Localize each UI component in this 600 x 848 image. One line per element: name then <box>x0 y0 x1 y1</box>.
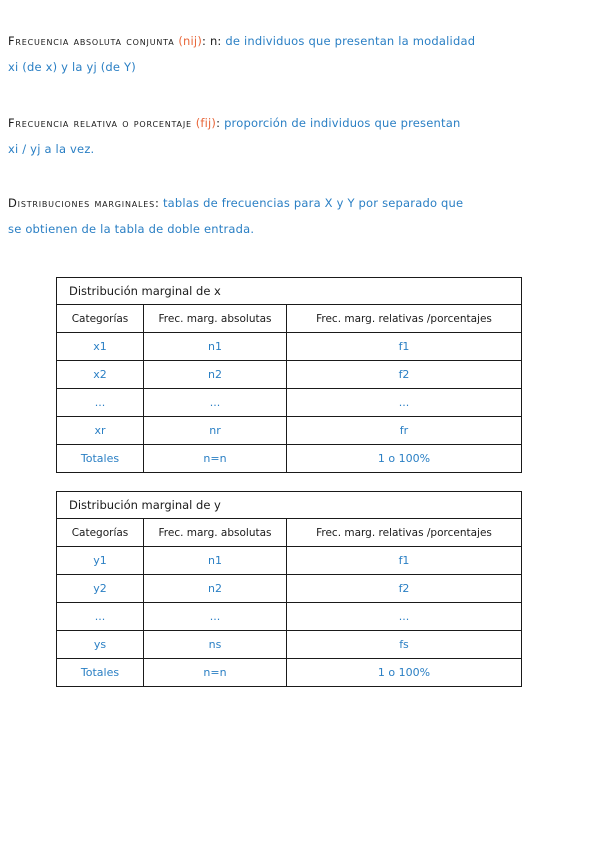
header-relativas: Frec. marg. relativas /porcentajes <box>287 305 522 333</box>
table-marginal-y <box>56 491 522 687</box>
cell-abs: n2 <box>144 575 287 603</box>
cell-abs: n=n <box>144 659 287 687</box>
cell-rel: ... <box>287 389 522 417</box>
note-distribuciones-marginales <box>8 190 596 242</box>
cell-rel: f1 <box>287 333 522 361</box>
header-categorias: Categorías <box>57 519 144 547</box>
cell-abs: n1 <box>144 333 287 361</box>
table-title: Distribución marginal de y <box>57 492 522 519</box>
cell-rel: fs <box>287 631 522 659</box>
note-text: : <box>216 116 221 130</box>
definition-line2: se obtienen de la tabla de doble entrada. <box>8 222 255 236</box>
term-frecuencia-relativa: Frecuencia relativa o porcentaje <box>8 116 192 130</box>
table-row-totals <box>57 445 522 473</box>
cell-category: xr <box>57 417 144 445</box>
term-distribuciones-marginales: Distribuciones marginales <box>8 196 155 210</box>
table-row <box>57 575 522 603</box>
cell-category: x1 <box>57 333 144 361</box>
cell-abs: ... <box>144 389 287 417</box>
table-row <box>57 333 522 361</box>
note-frecuencia-absoluta <box>8 28 596 80</box>
cell-category: ... <box>57 389 144 417</box>
table-row <box>57 389 522 417</box>
cell-rel: 1 o 100% <box>287 659 522 687</box>
cell-category: y1 <box>57 547 144 575</box>
table-row <box>57 631 522 659</box>
cell-abs: ns <box>144 631 287 659</box>
cell-abs: n=n <box>144 445 287 473</box>
header-categorias: Categorías <box>57 305 144 333</box>
term-frecuencia-absoluta: Frecuencia absoluta conjunta <box>8 34 175 48</box>
cell-rel: f1 <box>287 547 522 575</box>
table-row <box>57 361 522 389</box>
note-text: : n: <box>202 34 222 48</box>
note-text: : <box>155 196 160 210</box>
table-row <box>57 603 522 631</box>
header-absolutas: Frec. marg. absolutas <box>144 519 287 547</box>
symbol-nij: (nij) <box>178 34 203 48</box>
definition-text: proporción de individuos que presentan <box>224 116 461 130</box>
table-row <box>57 547 522 575</box>
definition-text: de individuos que presentan la modalidad <box>225 34 476 48</box>
cell-rel: f2 <box>287 361 522 389</box>
cell-abs: nr <box>144 417 287 445</box>
table-marginal-x <box>56 277 522 473</box>
cell-abs: ... <box>144 603 287 631</box>
cell-category: ys <box>57 631 144 659</box>
table-row-totals <box>57 659 522 687</box>
cell-abs: n1 <box>144 547 287 575</box>
definition-line2: xi / yj a la vez. <box>8 142 95 156</box>
header-relativas: Frec. marg. relativas /porcentajes <box>287 519 522 547</box>
cell-category: x2 <box>57 361 144 389</box>
cell-category: y2 <box>57 575 144 603</box>
definition-line2: xi (de x) y la yj (de Y) <box>8 60 136 74</box>
cell-category: Totales <box>57 445 144 473</box>
cell-rel: 1 o 100% <box>287 445 522 473</box>
cell-category: ... <box>57 603 144 631</box>
cell-rel: f2 <box>287 575 522 603</box>
cell-category: Totales <box>57 659 144 687</box>
cell-rel: fr <box>287 417 522 445</box>
note-frecuencia-relativa <box>8 110 596 162</box>
table-title: Distribución marginal de x <box>57 278 522 305</box>
definition-text: tablas de frecuencias para X y Y por separado que <box>162 196 464 210</box>
symbol-fij: (fij) <box>195 116 217 130</box>
cell-abs: n2 <box>144 361 287 389</box>
table-row <box>57 417 522 445</box>
cell-rel: ... <box>287 603 522 631</box>
header-absolutas: Frec. marg. absolutas <box>144 305 287 333</box>
